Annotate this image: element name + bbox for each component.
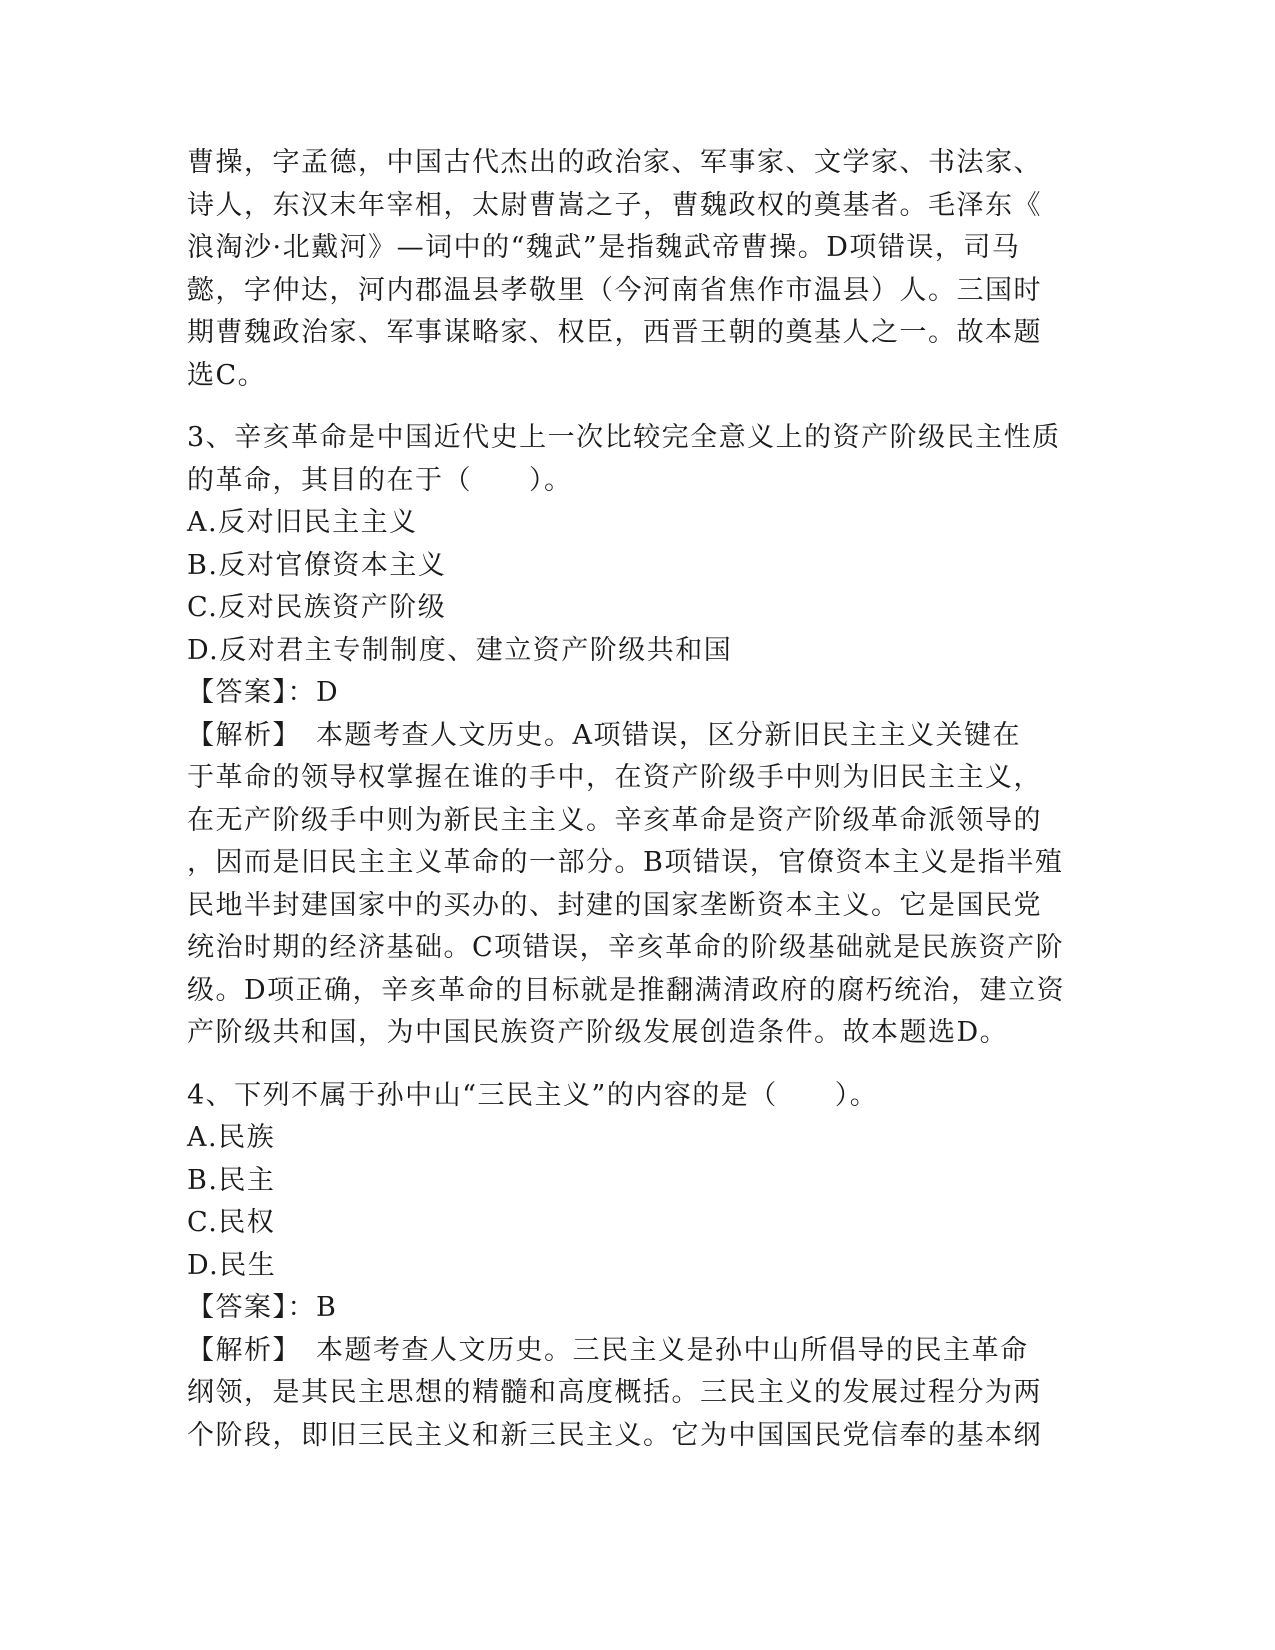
question-text: 3、辛亥革命是中国近代史上一次比较完全意义上的资产阶级民主性质: [187, 422, 1061, 453]
option-a: A.反对旧民主主义: [187, 507, 418, 538]
analysis-line: 在无产阶级手中则为新民主主义。辛亥革命是资产阶级革命派领导的: [187, 804, 1042, 836]
analysis-line: 【解析】 本题考查人文历史。A项错误，区分新旧民主主义关键在: [187, 719, 1021, 751]
analysis-line: 于革命的领导权掌握在谁的手中，在资产阶级手中则为旧民主主义，: [187, 762, 1042, 793]
option-a: A.民族: [187, 1122, 276, 1153]
text-line: 懿，字仲达，河内郡温县孝敬里（今河南省焦作市温县）人。三国时: [187, 274, 1042, 306]
analysis-line: 产阶级共和国，为中国民族资产阶级发展创造条件。故本题选D。: [187, 1017, 1009, 1048]
analysis-line: 级。D项正确，辛亥革命的目标就是推翻满清政府的腐朽统治，建立资: [187, 974, 1066, 1006]
analysis-line: 民地半封建国家中的买办的、封建的国家垄断资本主义。它是国民党: [187, 889, 1042, 921]
question-4: [187, 1075, 1087, 1458]
option-b: B.反对官僚资本主义: [187, 549, 447, 581]
option-d: D.民生: [187, 1249, 277, 1281]
text-line: 期曹魏政治家、军事谋略家、权臣，西晋王朝的奠基人之一。故本题: [187, 317, 1042, 348]
text-line: 曹操，字孟德，中国古代杰出的政治家、军事家、文学家、书法家、: [187, 147, 1042, 178]
text-line: 诗人，东汉末年宰相，太尉曹嵩之子，曹魏政权的奠基者。毛泽东《: [187, 189, 1042, 221]
question-text: 的革命，其目的在于（ ）。: [187, 464, 573, 496]
analysis-line: 【解析】 本题考查人文历史。三民主义是孙中山所倡导的民主革命: [187, 1334, 1029, 1366]
text-line: 浪淘沙·北戴河》—词中的“魏武”是指魏武帝曹操。D项错误，司马: [187, 232, 1021, 263]
analysis-line: 个阶段，即旧三民主义和新三民主义。它为中国国民党信奉的基本纲: [187, 1419, 1042, 1451]
answer-line: 【答案】：B: [187, 1292, 338, 1323]
option-c: C.反对民族资产阶级: [187, 592, 447, 623]
analysis-line: ，因而是旧民主主义革命的一部分。B项错误，官僚资本主义是指半殖: [187, 847, 1064, 878]
text-line: 选C。: [187, 359, 267, 391]
answer-line: 【答案】：D: [187, 677, 340, 708]
option-c: C.民权: [187, 1207, 276, 1238]
question-3: [187, 417, 1087, 1055]
option-d: D.反对君主专制制度、建立资产阶级共和国: [187, 634, 733, 666]
spacer: [187, 1055, 1087, 1075]
option-b: B.民主: [187, 1164, 276, 1196]
spacer: [187, 397, 1087, 417]
analysis-line: 统治时期的经济基础。C项错误，辛亥革命的阶级基础就是民族资产阶: [187, 932, 1065, 963]
analysis-line: 纲领，是其民主思想的精髓和高度概括。三民主义的发展过程分为两: [187, 1377, 1042, 1408]
document-content: [187, 142, 1087, 1457]
question-text: 4、下列不属于孙中山“三民主义”的内容的是（ ）。: [187, 1079, 879, 1111]
q2-analysis-continuation: [187, 142, 1087, 397]
